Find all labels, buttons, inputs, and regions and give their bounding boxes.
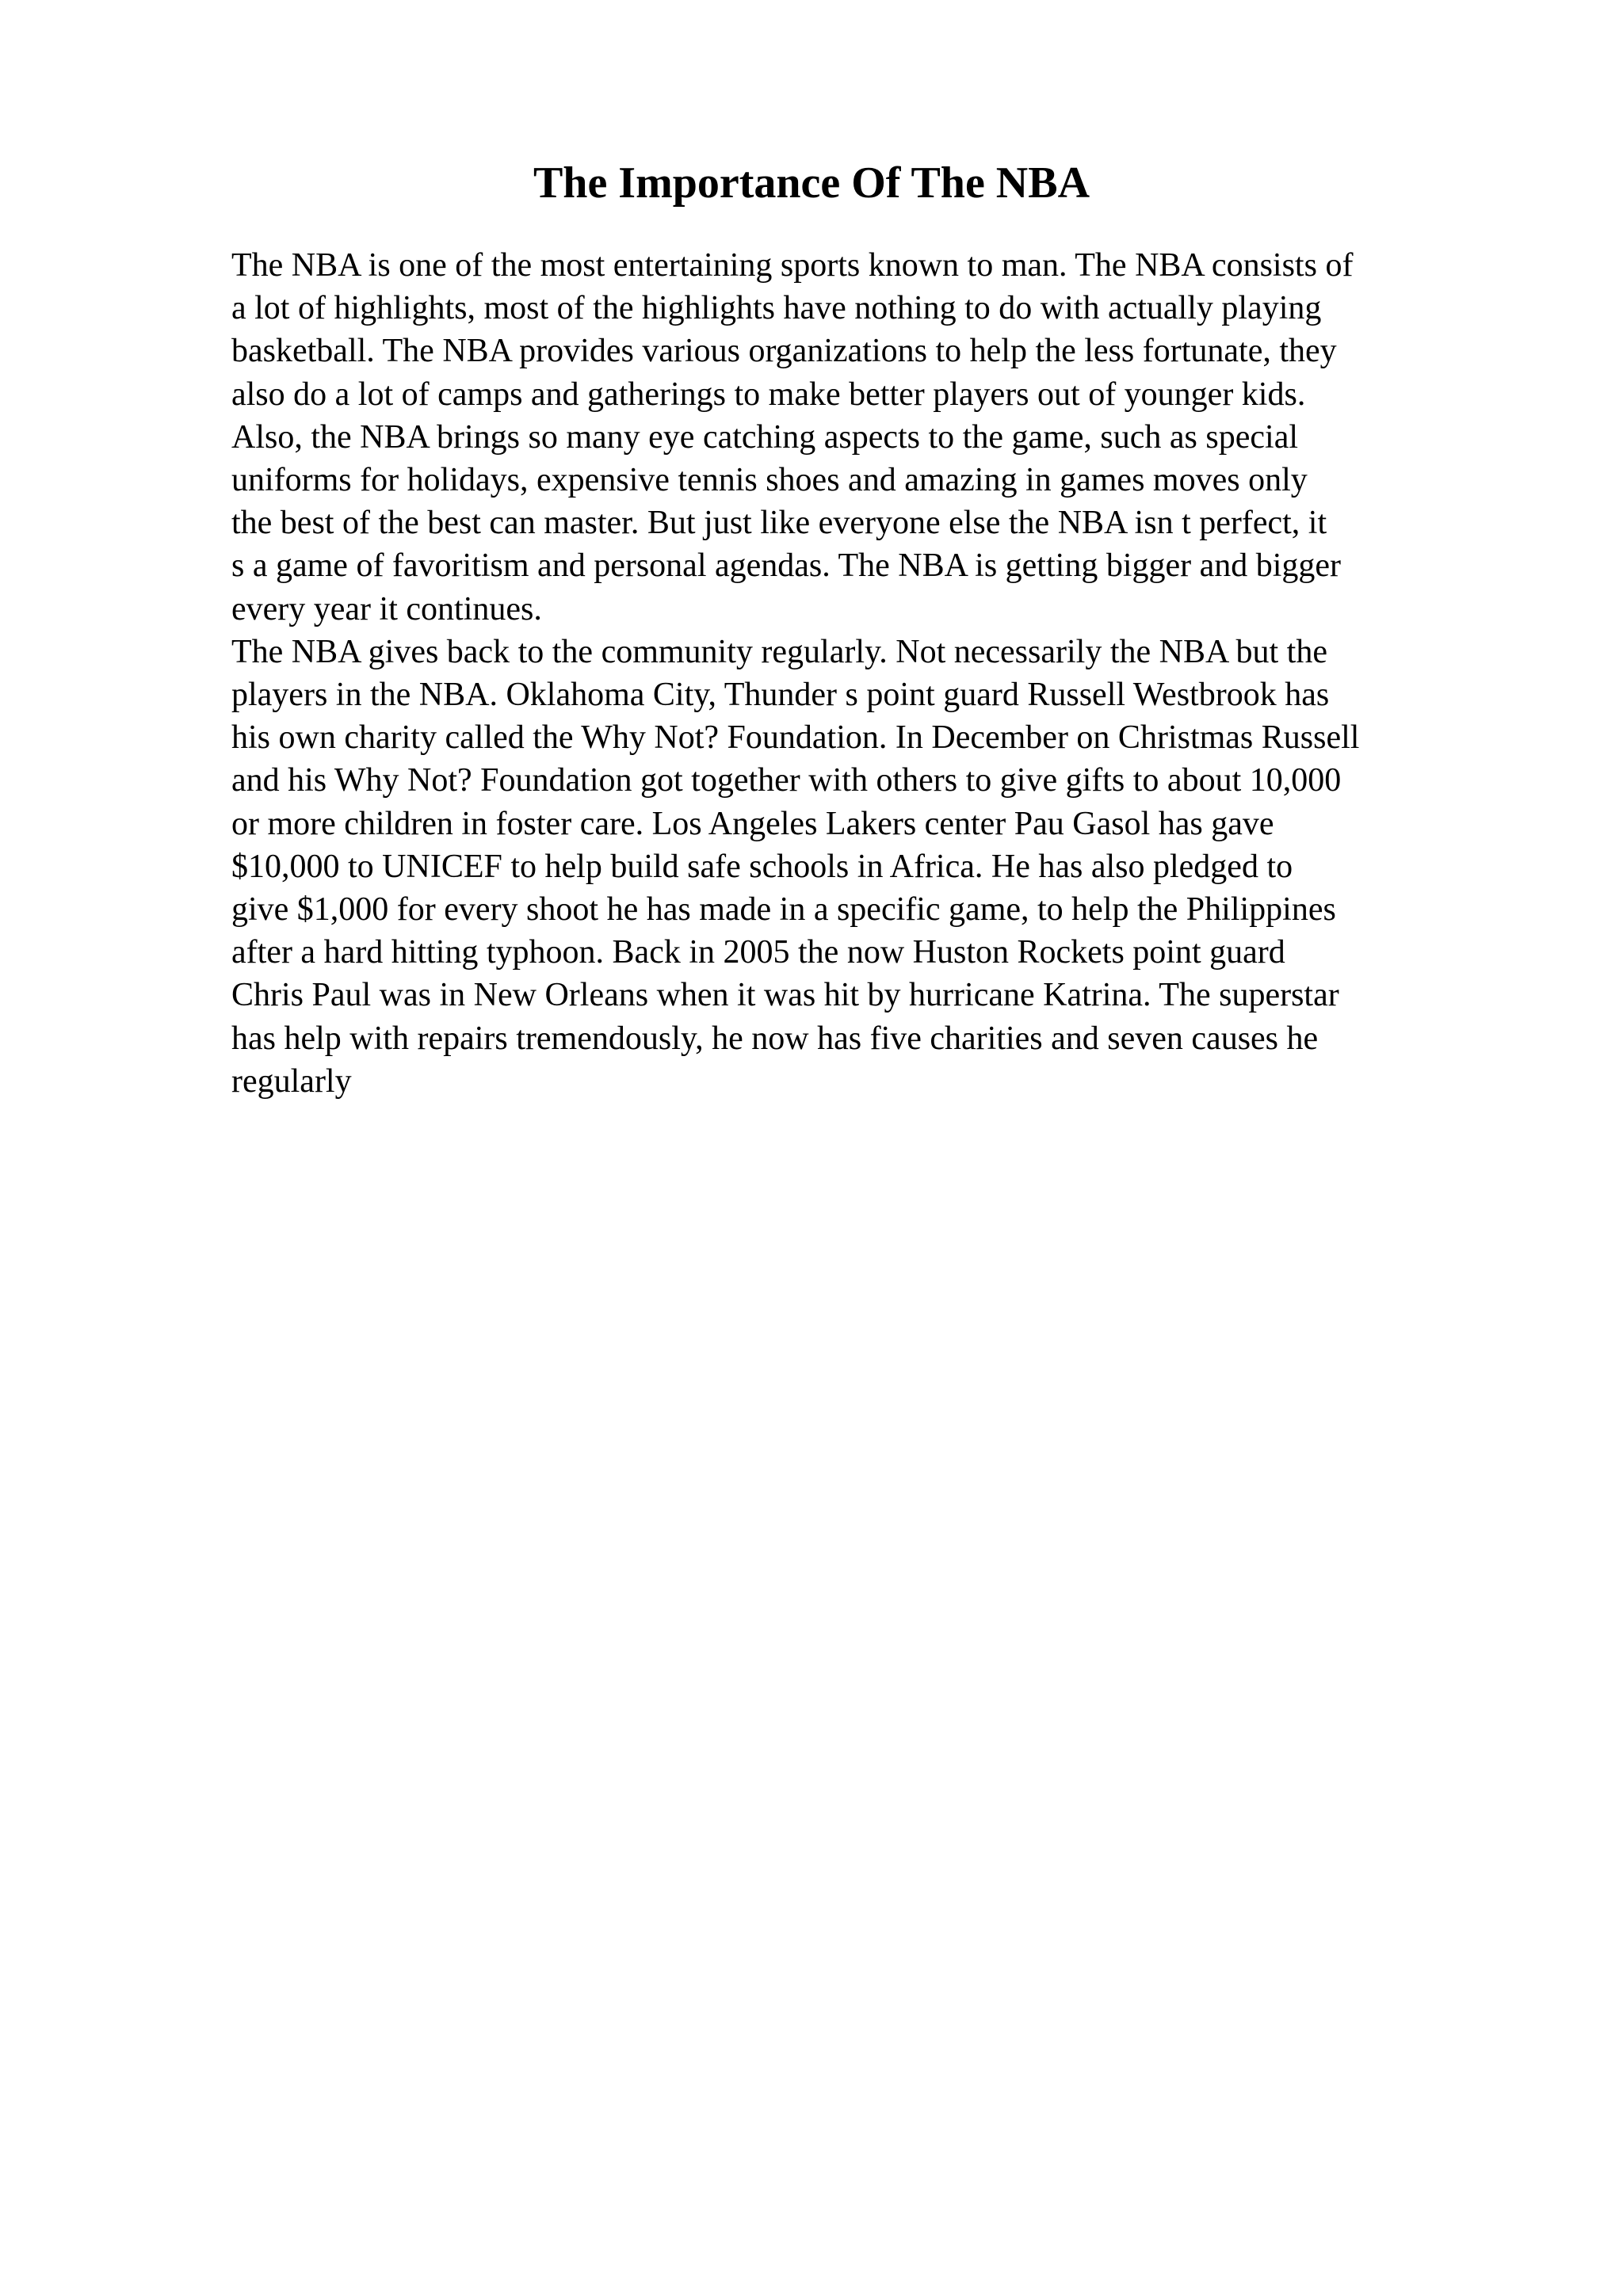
text-line: Chris Paul was in New Orleans when it was hit by hurricane Katrina. The superstar xyxy=(231,977,1339,1014)
text-line: his own charity called the Why Not? Foundation. In December on Christmas Russell xyxy=(231,719,1360,757)
text-line: the best of the best can master. But just like everyone else the NBA isn t perfect, it xyxy=(231,505,1327,542)
text-line: give $1,000 for every shoot he has made in a specific game, to help the Philippines xyxy=(231,891,1336,929)
text-line: every year it continues. xyxy=(231,590,542,627)
text-line: after a hard hitting typhoon. Back in 2005 the now Huston Rockets point guard xyxy=(231,934,1285,971)
text-line: also do a lot of camps and gatherings to make better players out of younger kids. xyxy=(231,376,1306,413)
text-line: a lot of highlights, most of the highlights have nothing to do with actually playing xyxy=(231,290,1322,327)
text-line: The NBA gives back to the community regularly. Not necessarily the NBA but the xyxy=(231,633,1327,670)
text-line: has help with repairs tremendously, he now has five charities and seven causes he xyxy=(231,1020,1319,1057)
text-line: The NBA is one of the most entertaining sports known to man. The NBA consists of xyxy=(231,247,1354,284)
text-line: $10,000 to UNICEF to help build safe schools in Africa. He has also pledged to xyxy=(231,848,1293,885)
text-line: players in the NBA. Oklahoma City, Thunder s point guard Russell Westbrook has xyxy=(231,677,1330,714)
text-line: or more children in foster care. Los Angeles Lakers center Pau Gasol has gave xyxy=(231,805,1274,842)
document-title: The Importance Of The NBA xyxy=(533,158,1090,208)
text-line: and his Why Not? Foundation got together with others to give gifts to about 10,000 xyxy=(231,762,1342,799)
text-line: basketball. The NBA provides various organizations to help the less fortunate, they xyxy=(231,333,1337,370)
text-line: regularly xyxy=(231,1062,352,1100)
text-line: uniforms for holidays, expensive tennis shoes and amazing in games moves only xyxy=(231,462,1308,499)
text-line: Also, the NBA brings so many eye catching aspects to the game, such as special xyxy=(231,418,1299,456)
document-body xyxy=(231,244,1499,1103)
text-line: s a game of favoritism and personal agendas. The NBA is getting bigger and bigger xyxy=(231,547,1342,585)
